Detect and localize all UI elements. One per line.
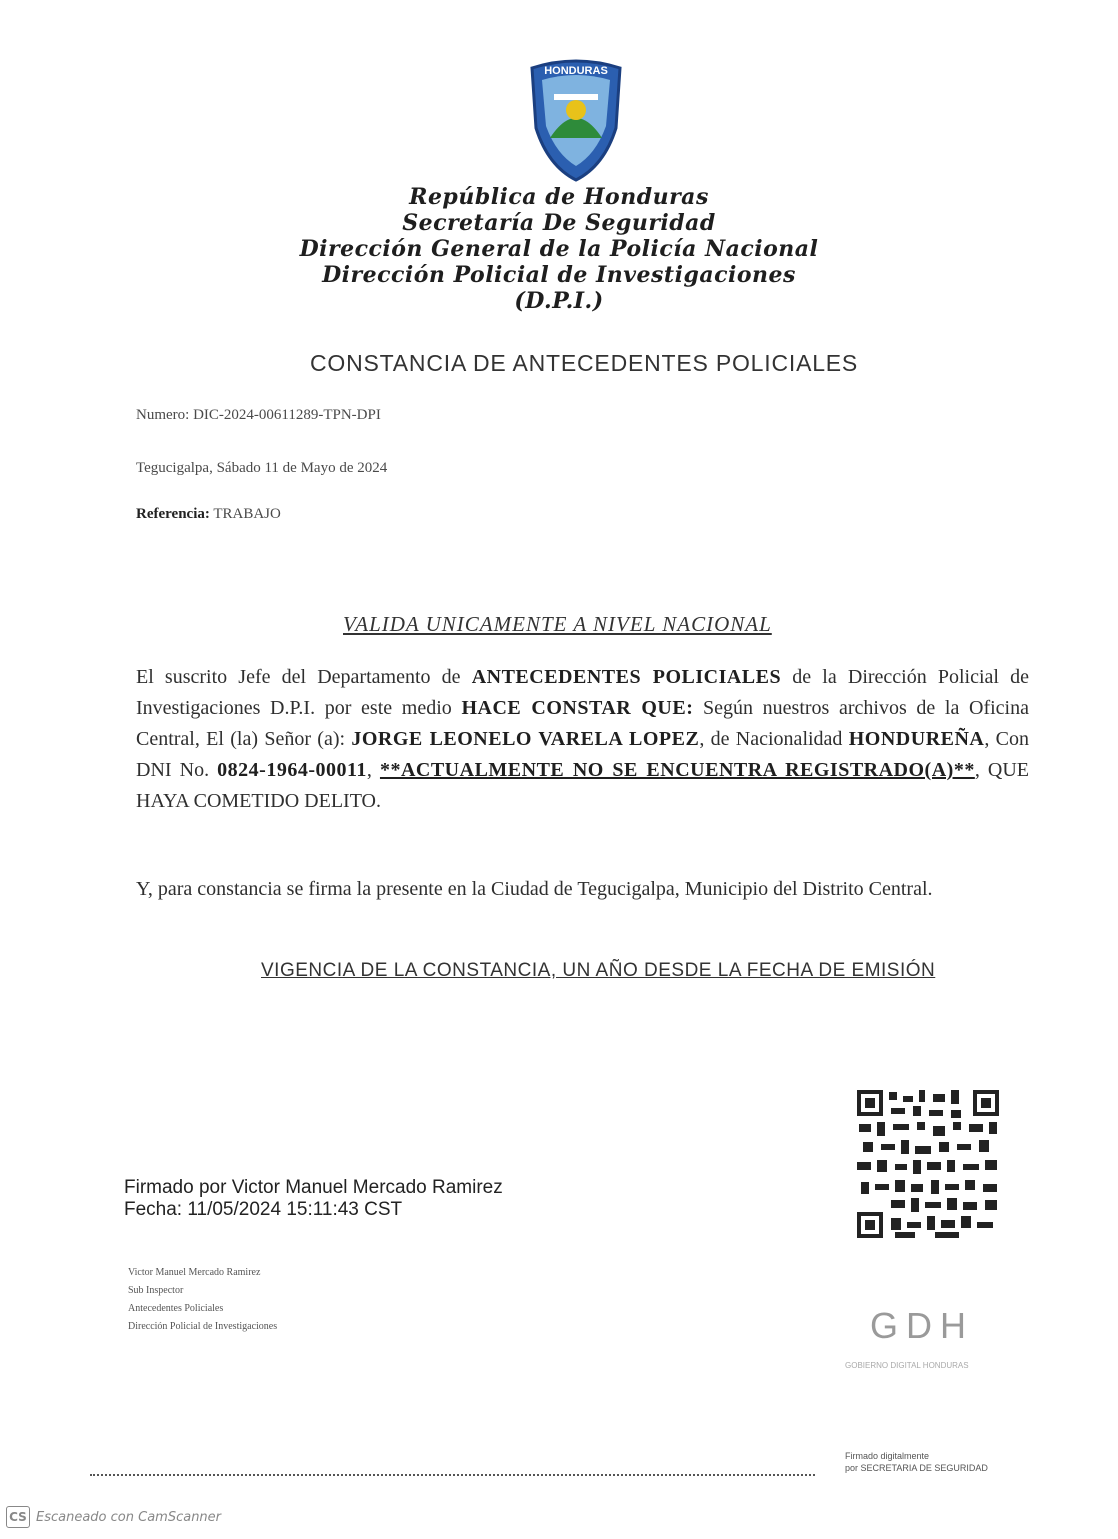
emblem-text: HONDURAS	[544, 65, 608, 77]
gdh-logo: GDH	[870, 1305, 974, 1346]
closing-statement: Y, para constancia se firma la presente en la Ciudad de Tegucigalpa, Municipio del Distrito Central.	[136, 878, 933, 900]
header-line-2: Secretaría De Seguridad	[402, 210, 716, 236]
officer-organization: Dirección Policial de Investigaciones	[128, 1321, 278, 1332]
officer-department: Antecedentes Policiales	[128, 1303, 224, 1314]
document-number	[136, 407, 381, 424]
person-name: JORGE LEONELO VARELA LOPEZ	[351, 728, 700, 750]
validity-period: VIGENCIA DE LA CONSTANCIA, UN AÑO DESDE LA FECHA DE EMISIÓN	[261, 960, 936, 981]
officer-block	[128, 1264, 277, 1336]
department-name: ANTECEDENTES POLICIALES	[471, 666, 782, 688]
certificate-body	[136, 662, 1029, 817]
body-text-4: , de Nacionalidad	[699, 728, 843, 750]
scanner-text: Escaneado con CamScanner	[36, 1510, 222, 1525]
footer-divider	[90, 1474, 815, 1479]
nationality: HONDUREÑA	[848, 728, 985, 750]
document-title: CONSTANCIA DE ANTECEDENTES POLICIALES	[310, 350, 859, 376]
gdh-subtitle: GOBIERNO DIGITAL HONDURAS	[845, 1361, 969, 1370]
camscanner-icon: CS	[6, 1506, 30, 1528]
officer-name: Victor Manuel Mercado Ramirez	[128, 1267, 261, 1278]
referencia-label: Referencia:	[136, 506, 210, 522]
header-line-3: Dirección General de la Policía Nacional	[299, 236, 819, 262]
digital-signature: Firmado por Victor Manuel Mercado Ramirez	[124, 1177, 503, 1198]
body-text-5: , Con DNI No.	[136, 728, 1030, 781]
stamp-line-2: por SECRETARIA DE SEGURIDAD	[845, 1463, 988, 1473]
qr-code-icon	[855, 1088, 1001, 1240]
reference	[136, 506, 281, 523]
dni-number: 0824-1964-00011	[217, 759, 367, 781]
hace-constar: HACE CONSTAR QUE:	[461, 697, 694, 719]
header-line-1: República de Honduras	[409, 184, 709, 210]
record-status: **ACTUALMENTE NO SE ENCUENTRA REGISTRADO(A)**	[379, 759, 975, 781]
body-text-7: , QUE HAYA COMETIDO DELITO.	[136, 759, 1030, 812]
place-date: Tegucigalpa, Sábado 11 de Mayo de 2024	[136, 460, 388, 476]
validity-scope: VALIDA UNICAMENTE A NIVEL NACIONAL	[343, 612, 772, 636]
numero-value: DIC-2024-00611289-TPN-DPI	[193, 407, 381, 423]
body-text-2: de la Dirección Policial de Investigaciones D.P.I. por este medio	[136, 666, 1030, 719]
body-text-6: ,	[366, 759, 372, 781]
signature-date: Fecha: 11/05/2024 15:11:43 CST	[124, 1199, 403, 1220]
officer-rank: Sub Inspector	[128, 1285, 184, 1296]
header-line-4: Dirección Policial de Investigaciones	[322, 262, 796, 288]
body-text-3: Según nuestros archivos de la Oficina Central, El (la) Señor (a):	[136, 697, 1029, 750]
referencia-value: TRABAJO	[213, 506, 281, 522]
scanner-watermark	[6, 1506, 221, 1528]
numero-label: Numero:	[136, 407, 190, 423]
police-shield-emblem-icon	[524, 58, 628, 182]
document-header	[0, 184, 1118, 314]
header-line-5: (D.P.I.)	[514, 288, 604, 314]
body-text-1: El suscrito Jefe del Departamento de	[136, 666, 461, 688]
stamp-line-1: Firmado digitalmente	[845, 1451, 930, 1461]
digital-stamp	[845, 1450, 988, 1474]
